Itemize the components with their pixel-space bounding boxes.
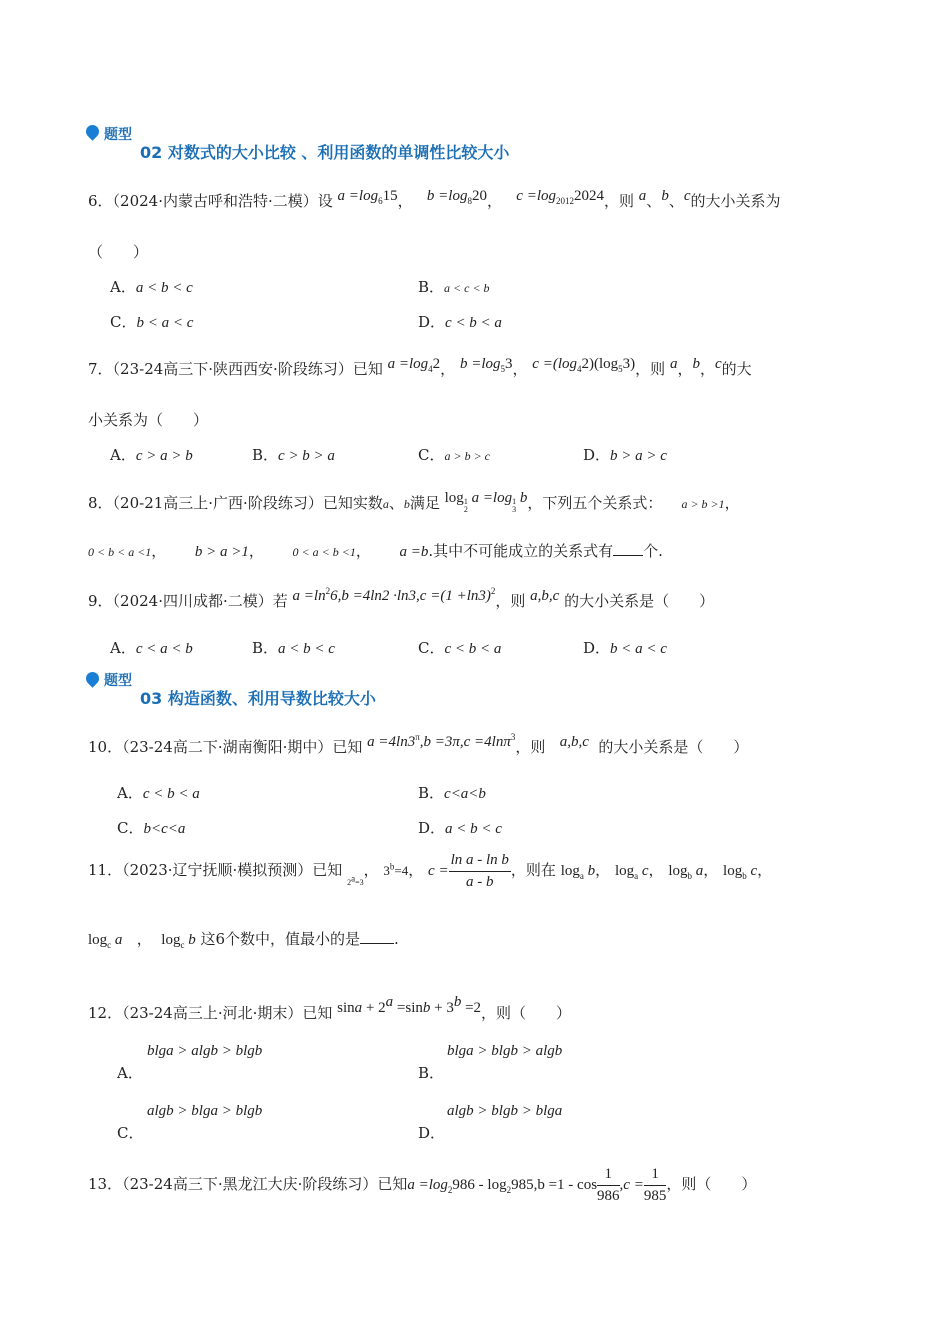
option-b[interactable]: B．a < b < c: [252, 639, 335, 657]
option-d[interactable]: D．b < a < c: [583, 639, 667, 657]
option-c[interactable]: algb > blga > blgb: [147, 1103, 263, 1119]
option-a[interactable]: A．a < b < c: [110, 278, 193, 296]
answer-blank[interactable]: [360, 931, 394, 944]
option-b[interactable]: blga > blgb > algb: [447, 1043, 563, 1059]
question-8: 8．（20-21高三上·广西·阶段练习）已知实数a、b满足 log 1 2 a =log 1 3 b，下列五个关系式： a > b >1，: [88, 490, 740, 514]
location-pin-icon: [83, 122, 101, 140]
section-tag: 题型: [104, 673, 132, 689]
option-c-label[interactable]: C．: [117, 1124, 144, 1142]
question-11: 11．（2023·辽宁抚顺·模拟预测）已知 $_{2^a=3}$， $3^b=4$， c = $\frac{\text{ln a - ln b}}{a - b}$ ，则在 $\log_a b$， $\log_a c$， $\log_b a$， $\log_b c$，: [88, 852, 773, 890]
option-c[interactable]: C．a > b > c: [418, 446, 491, 464]
answer-blank[interactable]: [613, 543, 643, 556]
question-7-cont: 小关系为（ ）: [88, 411, 209, 429]
question-8-cont: 0 < b < a <1， b > a >1， 0 < a < b <1， a =b.其中不可能成立的关系式有 个.: [88, 542, 663, 560]
answer-paren: （ ）: [88, 243, 149, 261]
option-c[interactable]: C．b<c<a: [117, 819, 186, 837]
option-c[interactable]: C．c < b < a: [418, 639, 502, 657]
option-d[interactable]: D．b > a > c: [583, 446, 667, 464]
section-title: 03 构造函数、利用导数比较大小: [140, 689, 376, 708]
section-title: 02 对数式的大小比较 、利用函数的单调性比较大小: [140, 143, 510, 162]
option-d[interactable]: algb > blgb > blga: [447, 1103, 563, 1119]
option-d[interactable]: D．c < b < a: [418, 313, 502, 331]
question-number: 6．: [88, 192, 113, 210]
question-10: 10．（23-24高二下·湖南衡阳·期中）已知 $a =4\ln 3^\pi,b =3\pi,c =4\ln\pi^3$，则 a,b,c 的大小关系是（ ）: [88, 732, 749, 756]
question-12: 12．（23-24高三上·河北·期末）已知 $\sin a + 2^a =\sin b + 3^b =2$，则（ ）: [88, 994, 572, 1022]
option-d-label[interactable]: D．: [418, 1124, 446, 1142]
option-b[interactable]: B．a < c < b: [418, 278, 490, 296]
option-a[interactable]: A．c < b < a: [117, 784, 200, 802]
option-c[interactable]: C．b < a < c: [110, 313, 194, 331]
option-b[interactable]: B．c > b > a: [252, 446, 335, 464]
location-pin-icon: [83, 669, 101, 687]
option-b-label[interactable]: B．: [418, 1064, 445, 1082]
option-a[interactable]: A．c > a > b: [110, 446, 193, 464]
question-6: 6．（2024·内蒙古呼和浩特·二模）设 $a =\log_615$， $b =\log_820$， $c =\log_{2012}2024$，则 a、b、c的大小关系为: [88, 188, 781, 210]
section-tag: 题型: [104, 127, 132, 143]
option-a[interactable]: A．c < a < b: [110, 639, 193, 657]
question-9: 9．（2024·四川成都·二模）若 $a =\ln^26,b =4\ln 2 \cdot\ln 3,c =(1 +\ln 3)^2$，则 a,b,c 的大小关系是（ ）: [88, 586, 715, 610]
option-b[interactable]: B．c<a<b: [418, 784, 486, 802]
option-a-label[interactable]: A．: [117, 1064, 143, 1082]
question-11-cont: $\log_c a$ ， $\log_c b$ 这6个数中，值最小的是 .: [88, 930, 399, 950]
option-d[interactable]: D．a < b < c: [418, 819, 502, 837]
question-7: 7．（23-24高三下·陕西西安·阶段练习）已知 $a =\log_42$， $b =\log_53$， $c =(\log_42)(\log_53)$，则 a，b，c的大: [88, 356, 752, 378]
question-source: （2024·内蒙古呼和浩特·二模）设: [112, 192, 333, 210]
question-13: 13．（23-24高三下·黑龙江大庆·阶段练习）已知$a =\log_2986 - \log_2985,b =1 - \cos$ $\frac{1}{986}$ ,c = $\frac{1}{985}$ ，则（ ）: [88, 1166, 757, 1204]
option-a[interactable]: blga > algb > blgb: [147, 1043, 263, 1059]
